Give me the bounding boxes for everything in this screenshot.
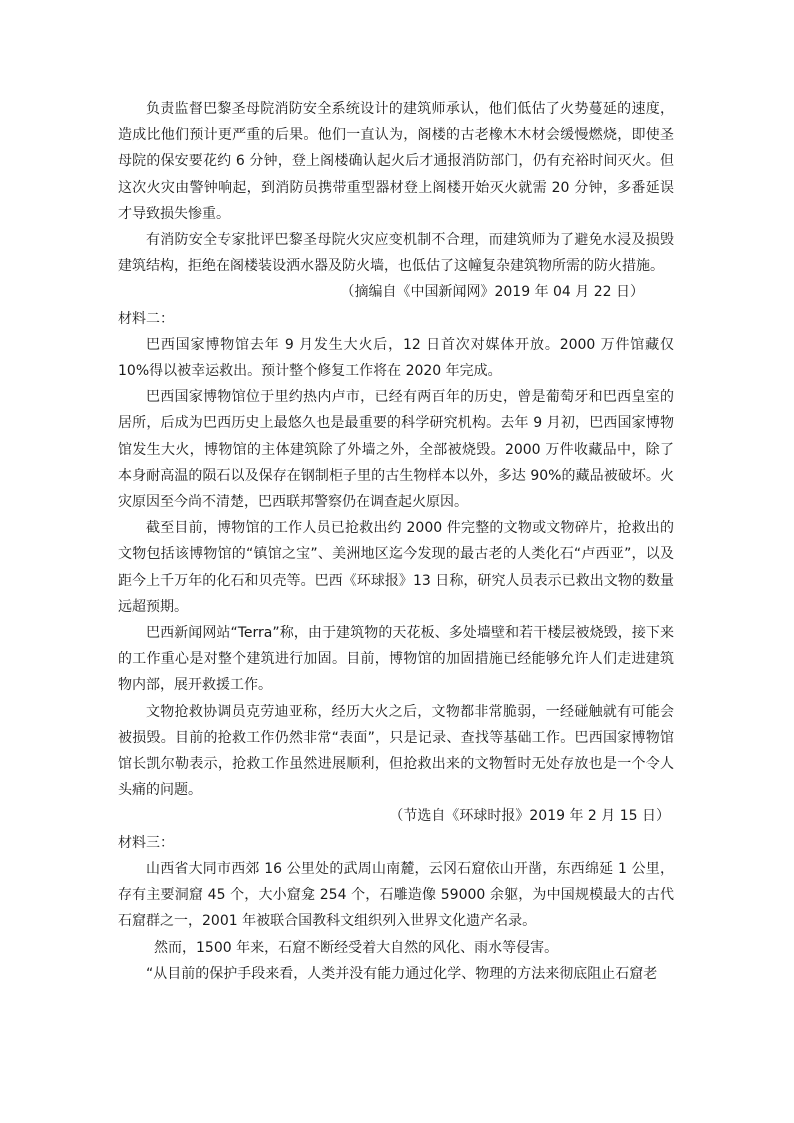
material2-paragraph-5: 文物抢救协调员克劳迪亚称，经历大火之后，文物都非常脆弱，一经碰触就有可能会被损毁。目前的抢救工作仍然非常“表面”，只是记录、查找等基础工作。巴西国家博物馆馆长凯尔勒表示，抢救工作虽然进展顺利，但抢救出来的文物暂时无处存放也是一个令人头痛的问题。 [118,703,674,799]
material2-paragraph-1: 巴西国家博物馆去年 9 月发生大火后，12 日首次对媒体开放。2000 万件馆藏仅 10%得以被幸运救出。预计整个修复工作将在 2020 年完成。 [118,336,674,380]
material2-label: 材料二： [118,310,174,327]
material2-source: （节选自《环球时报》2019 年 2 月 15 日） [389,808,670,825]
document-page [118,96,674,987]
material1-paragraph-1: 负责监督巴黎圣母院消防安全系统设计的建筑师承认，他们低估了火势蔓延的速度，造成比他们预计更严重的后果。他们一直认为，阁楼的古老橡木木材会缓慢燃烧，即使圣母院的保安要花约 6 分钟，登上阁楼确认起火后才通报消防部门，仍有充裕时间灭火。但这次火灾由警钟响起，到消防员携带重型器材登上阁楼开始灭火就需 20 分钟，多番延误才导致损失惨重。 [118,101,674,222]
material3-paragraph-3: “从目前的保护手段来看，人类并没有能力通过化学、物理的方法来彻底阻止石窟老 [146,965,658,982]
material3-label: 材料三： [118,834,174,851]
material3-paragraph-1: 山西省大同市西郊 16 公里处的武周山南麓，云冈石窟依山开凿，东西绵延 1 公里，存有主要洞窟 45 个，大小窟龛 254 个，石雕造像 59000 余躯，为中国规模最大的古代石窟群之一，2001 年被联合国教科文组织列入世界文化遗产名录。 [118,860,674,930]
material3-paragraph-2: 然而，1500 年来，石窟不断经受着大自然的风化、雨水等侵害。 [154,939,559,956]
material2-paragraph-3: 截至目前，博物馆的工作人员已抢救出约 2000 件完整的文物或文物碎片，抢救出的文物包括该博物馆的“镇馆之宝”、美洲地区迄今发现的最古老的人类化石“卢西亚”，以及距今上千万年的化石和贝壳等。巴西《环球报》13 日称，研究人员表示已救出文物的数量远超预期。 [118,520,674,615]
material2-paragraph-2: 巴西国家博物馆位于里约热内卢市，已经有两百年的历史，曾是葡萄牙和巴西皇室的居所，后成为巴西历史上最悠久也是最重要的科学研究机构。去年 9 月初，巴西国家博物馆发生大火，博物馆的主体建筑除了外墙之外，全部被烧毁。2000 万件收藏品中，除了本身耐高温的陨石以及保存在钢制柜子里的古生物样本以外，多达 90%的藏品被破坏。火灾原因至今尚不清楚，巴西联邦警察仍在调查起火原因。 [118,389,674,511]
material2-paragraph-4: 巴西新闻网站“Terra”称，由于建筑物的天花板、多处墙壁和若干楼层被烧毁，接下来的工作重心是对整个建筑进行加固。目前，博物馆的加固措施已经能够允许人们走进建筑物内部，展开救援工作。 [118,625,674,694]
material1-source: （摘编自《中国新闻网》2019 年 04 月 22 日） [340,284,644,301]
material1-paragraph-2: 有消防安全专家批评巴黎圣母院火灾应变机制不合理，而建筑师为了避免水浸及损毁建筑结构，拒绝在阁楼装设洒水器及防火墙，也低估了这幢复杂建筑物所需的防火措施。 [118,232,674,275]
